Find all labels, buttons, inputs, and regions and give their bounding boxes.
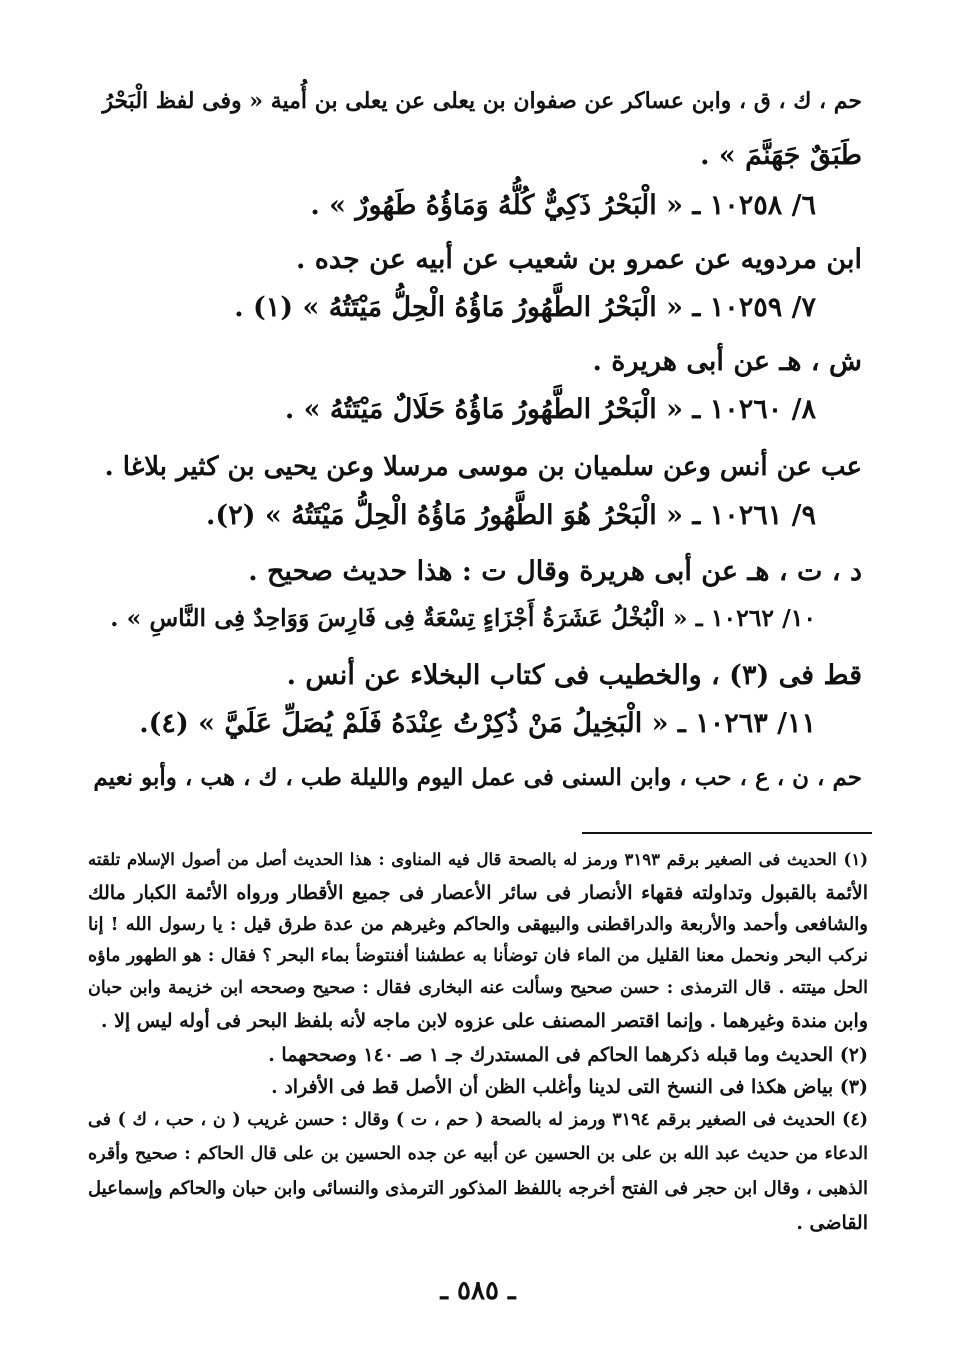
source-line-10261: د ، ت ، هـ عن أبى هريرة وقال ت : هذا حديث صحيح . <box>248 556 862 587</box>
hadith-entry-10260: ٨/ ١٠٢٦٠ ـ « الْبَحْرُ الطَّهُورُ مَاؤُهُ حَلَالٌ مَيْتَتُهُ » . <box>284 394 816 425</box>
hadith-entry-10258: ٦/ ١٠٢٥٨ ـ « الْبَحْرُ ذَكِيٌّ كُلُّهُ وَمَاؤُهُ طَهُورٌ » . <box>310 190 816 221</box>
footnote-1-line-2: الأئمة بالقبول وتداولته فقهاء الأنصار فى سائر الأعصار فى جميع الأقطار ورواه الأئمة الكبار مالك <box>88 882 868 904</box>
hadith-entry-10261: ٩/ ١٠٢٦١ ـ « الْبَحْرُ هُوَ الطَّهُورُ مَاؤُهُ الْحِلُّ مَيْتَتُهُ » (٢). <box>206 500 816 531</box>
footnote-3: (٣) بياض هكذا فى النسخ التى لدينا وأغلب الظن أن الأصل قط فى الأفراد . <box>271 1076 868 1098</box>
source-line-10258: ابن مردويه عن عمرو بن شعيب عن أبيه عن جده . <box>295 244 862 275</box>
footnote-4-line-2: الدعاء من حديث عبد الله بن على بن الحسين عن أبيه عن جده الحسين بن على قال الحاكم : صحيح وأقره <box>88 1144 868 1164</box>
footnote-separator <box>582 832 872 834</box>
hadith-entry-10263: ١١/ ١٠٢٦٣ ـ « الْبَخِيلُ مَنْ ذُكِرْتُ عِنْدَهُ فَلَمْ يُصَلِّ عَلَيَّ » (٤). <box>139 708 816 739</box>
source-line-10259: ش ، هـ عن أبى هريرة . <box>592 346 862 377</box>
page-number: ـ ٥٨٥ ـ <box>440 1276 516 1306</box>
source-line-10263: حم ، ن ، ع ، حب ، وابن السنى فى عمل اليوم والليلة طب ، ك ، هب ، وأبو نعيم <box>93 764 862 791</box>
footnote-1-line-1: (١) الحديث فى الصغير برقم ٣١٩٣ ورمز له بالصحة قال فيه المناوى : هذا الحديث أصل من أصول الإسلام تلقته <box>88 850 868 869</box>
footnote-1-line-3: والشافعى وأحمد والأربعة والدراقطنى والبيهقى والحاكم وغيرهم من عدة طرق قيل : يا رسول الله ! إنا <box>88 914 868 935</box>
footnote-4-line-4: القاضى . <box>796 1212 868 1234</box>
footnote-4-line-1: (٤) الحديث فى الصغير برقم ٣١٩٤ ورمز له بالصحة ( حم ، ت ) وقال : حسن غريب ( ن ، حب ، ك ) فى <box>88 1110 868 1130</box>
source-line-10260: عب عن أنس وعن سلميان بن موسى مرسلا وعن يحيى بن كثير بلاغا . <box>104 452 862 482</box>
hadith-entry-10262: ١٠/ ١٠٢٦٢ ـ « الْبُخْلُ عَشَرَةُ أَجْزَاءٍ تِسْعَةٌ فِى فَارِسَ وَوَاحِدٌ فِى النَّاسِ » . <box>110 604 816 632</box>
footnote-2: (٢) الحديث وما قبله ذكرهما الحاكم فى المستدرك جـ ١ صـ ١٤٠ وصححهما . <box>268 1044 868 1066</box>
footnote-1-line-5: الحل ميتته . قال الترمذى : حسن صحيح وسألت عنه البخارى فقال : صحيح وصححه ابن خزيمة وابن حبان <box>88 978 868 998</box>
hadith-entry-10259: ٧/ ١٠٢٥٩ ـ « الْبَحْرُ الطَّهُورُ مَاؤُهُ الْحِلُّ مَيْتَتُهُ » (١) . <box>234 292 816 323</box>
source-line-10262: قط فى (٣) ، والخطيب فى كتاب البخلاء عن أنس . <box>286 660 862 691</box>
text-line-1: حم ، ك ، ق ، وابن عساكر عن صفوان بن يعلى عن يعلى بن أُمية « وفى لفظ الْبَحْرُ <box>102 88 862 114</box>
text-line-2: طَبَقٌ جَهَنَّمَ » . <box>700 140 862 171</box>
footnote-4-line-3: الذهبى ، وقال ابن حجر فى الفتح أخرجه باللفظ المذكور الترمذى والنسائى وابن حبان والحاكم وإسماعيل <box>88 1178 868 1199</box>
footnote-1-line-4: نركب البحر ونحمل معنا القليل من الماء فان توضأنا به عطشنا أفنتوضأ بماء البحر ؟ فقال : هو الطهور ماؤه <box>88 946 868 966</box>
footnote-1-line-6: وابن مندة وغيرهما . وإنما اقتصر المصنف على عزوه لابن ماجه لأنه بلفظ البحر فى أوله ليس إلا . <box>100 1010 868 1032</box>
